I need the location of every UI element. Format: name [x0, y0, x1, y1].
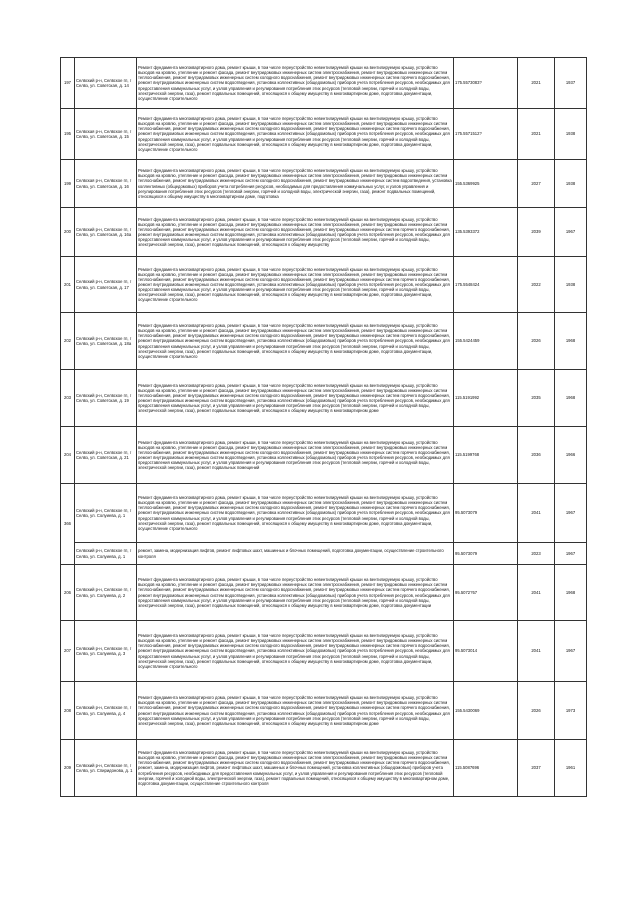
cadastral-number-cell: 95.5073079 [454, 484, 518, 543]
row-number-cell: 207 [61, 621, 75, 682]
works-description-cell: Ремонт фундамента многоквартирного дома, ремонт крыши, в том числе переустройство невентилируемой крыши на вентилируемую крышу, устройство выходов на кровлю, утепление и ремонт фасада, ремонт внутридомовых инженерных систем электроснабжения, ремонт внутридомовых инженерных систем теплоснабжения, ремонт внутридомовых инженерных систем холодного водоснабжения, ремонт внутридомовых инженерных систем горячего водоснабжения, ремонт внутридомовых инженерных систем водоотведения, установка коллективных (общедомовых) приборов учета потребления ресурсов, необходимых для предоставления коммунальных услуг, и узлов управления и регулирования потребления этих ресурсов (тепловой энергии, горячей и холодной воды, электрической энергии, газа), ремонт подвальных помещений, относящихся к общему имуществу в многоквартирном доме, подготовка документации, осуществление строительного [137, 313, 454, 370]
address-cell: Селвский р-н, Селвское гп, г Селвз, ул. Советская, д. 14 [75, 58, 137, 109]
register-table [60, 57, 587, 797]
row-number-cell: 366 [61, 484, 75, 565]
cadastral-number-cell: 155.5424459 [454, 313, 518, 370]
cadastral-number-cell: 115.5191992 [454, 370, 518, 427]
address-cell: Селвский р-н, Селвское гп, г Селвз, ул. Солуиева, д. 1 [75, 484, 137, 543]
table-row [61, 565, 587, 621]
build-year-cell: 1938 [555, 109, 587, 160]
row-number-cell: 199 [61, 160, 75, 208]
row-number-cell: 200 [61, 208, 75, 257]
build-year-cell: 1967 [555, 543, 587, 565]
build-year-cell: 1968 [555, 370, 587, 427]
address-cell: Селвская р-н, Селвское гп, г Селвз, ул. Советская, д. 15 [75, 109, 137, 160]
row-number-cell: 204 [61, 427, 75, 484]
table-row [61, 682, 587, 740]
table-row [61, 621, 587, 682]
cadastral-number-cell: 155.5430069 [454, 682, 518, 740]
row-number-cell: 206 [61, 565, 75, 621]
build-year-cell: 1938 [555, 160, 587, 208]
planned-year-cell: 2036 [518, 427, 555, 484]
works-description-cell: Ремонт фундамента многоквартирного дома, ремонт крыши, в том числе переустройство невентилируемой крыши на вентилируемую крышу, устройство выходов на кровлю, утепление и ремонт фасада, ремонт внутридомовых инженерных систем электроснабжения, ремонт внутридомовых инженерных систем теплоснабжения, ремонт внутридомовых инженерных систем холодного водоснабжения, ремонт внутридомовых инженерных систем горячего водоснабжения, ремонт внутридомовых инженерных систем водоотведения, установка коллективных (общедомовых) приборов учета потребления ресурсов, необходимых для предоставления коммунальных услуг, и узлов управления и регулирования потребления этих ресурсов (тепловой энергии, горячей и холодной воды, электрической энергии, газа), ремонт подвальных помещений, относящихся к общему имуществу в многоквартирном доме [137, 682, 454, 740]
address-cell: Селвский р-н, Селвское гп, г Селвз, ул. Советская, д. 18а [75, 313, 137, 370]
planned-year-cell: 2026 [518, 313, 555, 370]
build-year-cell: 1937 [555, 58, 587, 109]
cadastral-number-cell: 175.5571512? [454, 109, 518, 160]
cadastral-number-cell: 175.5548424 [454, 257, 518, 313]
works-description-cell: Ремонт фундамента многоквартирного дома, ремонт крыши, в том числе переустройство невентилируемой крыши на вентилируемую крышу, устройство выходов на кровлю, утепление и ремонт фасада, ремонт внутридомовых инженерных систем электроснабжения, ремонт внутридомовых инженерных систем теплоснабжения, ремонт внутридомовых инженерных систем холодного водоснабжения, ремонт внутридомовых инженерных систем горячего водоснабжения, ремонт внутридомовых инженерных систем водоотведения, установка коллективных (общедомовых) приборов учета потребления ресурсов, необходимых для предоставления коммунальных услуг, и узлов управления и регулирования потребления этих ресурсов (тепловой энергии, горячей и холодной воды, электрической энергии, газа), ремонт подвальных помещений, относящихся к общему имуществу в многоквартирном доме, подготовка документации, осуществление строительного [137, 58, 454, 109]
planned-year-cell: 2039 [518, 208, 555, 257]
cadastral-number-cell: 115.5199768 [454, 427, 518, 484]
row-number-cell: 203 [61, 370, 75, 427]
planned-year-cell: 2026 [518, 682, 555, 740]
table-row [61, 427, 587, 484]
works-description-cell: ремонт, замена, модернизация лифтов, ремонт лифтовых шахт, машинных и блочных помещений, подготовка документации, осуществление строительного контроля [137, 543, 454, 565]
address-cell: Селвская р-н, Селвское гп, г Селвз, ул. Советская, д. 16 [75, 160, 137, 208]
table-row [61, 160, 587, 208]
address-cell: Селвский р-н, Селвское гп, г Селвз, ул. Солуиева, д. 4 [75, 682, 137, 740]
row-number-cell: 208 [61, 682, 75, 740]
works-description-cell: Ремонт фундамента многоквартирного дома, ремонт крыши, в том числе переустройство невентилируемой крыши на вентилируемую крышу, устройство выходов на кровлю, утепление и ремонт фасада, ремонт внутридомовых инженерных систем электроснабжения, ремонт внутридомовых инженерных систем теплоснабжения, ремонт внутридомовых инженерных систем холодного водоснабжения, ремонт внутридомовых инженерных систем горячего водоснабжения, ремонт внутридомовых инженерных систем водоотведения, установка коллективных (общедомовых) приборов учета потребления ресурсов, необходимых для предоставления коммунальных услуг, и узлов управления и регулирования потребления этих ресурсов (тепловой энергии, горячей и холодной воды, электрической энергии, газа), ремонт подвальных помещений, относящихся к общему имуществу в многоквартирном доме, подготовка документации, осуществление строительного [137, 484, 454, 543]
table-row [61, 257, 587, 313]
works-description-cell: Ремонт фундамента многоквартирного дома, ремонт крыши, в том числе переустройство невентилируемой крыши на вентилируемую крышу, устройство выходов на кровлю, утепление и ремонт фасада, ремонт внутридомовых инженерных систем электроснабжения, ремонт внутридомовых инженерных систем теплоснабжения, ремонт внутридомовых инженерных систем холодного водоснабжения, ремонт внутридомовых инженерных систем горячего водоснабжения, ремонт внутридомовых инженерных систем водоотведения, установка коллективных (общедомовых) приборов учета потребления ресурсов, необходимых для предоставления коммунальных услуг, и узлов управления и регулирования потребления этих ресурсов (тепловой энергии, горячей и холодной воды, электрической энергии, газа), ремонт подвальных помещений, относящихся к общему имуществу в многоквартирном доме, подготовка документации, осуществление строительного [137, 621, 454, 682]
table-row [61, 740, 587, 797]
planned-year-cell: 2022 [518, 257, 555, 313]
cadastral-number-cell: 155.5369925 [454, 160, 518, 208]
address-cell: Селвский р-н, Селвское гп, г Селвз, ул. Спиридонова, д. 1 [75, 740, 137, 797]
table-row [61, 543, 587, 565]
planned-year-cell: 2027 [518, 160, 555, 208]
build-year-cell: 1967 [555, 484, 587, 543]
cadastral-number-cell: 115.5087696 [454, 740, 518, 797]
works-description-cell: Ремонт фундамента многоквартирного дома, ремонт крыши, в том числе переустройство невентилируемой крыши на вентилируемую крышу, устройство выходов на кровлю, утепление и ремонт фасада, ремонт внутридомовых инженерных систем электроснабжения, ремонт внутридомовых инженерных систем теплоснабжения, ремонт внутридомовых инженерных систем холодного водоснабжения, ремонт внутридомовых инженерных систем горячего водоснабжения, ремонт внутридомовых инженерных систем водоотведения, установка коллективных (общедомовых) приборов учета потребления ресурсов, необходимых для предоставления коммунальных услуг, и узлов управления и регулирования потребления этих ресурсов (тепловой энергии, горячей и холодной воды, электрической энергии, газа), ремонт подвальных помещений, относящихся к общему имуществу в многоквартирном доме, подготовка документации, осуществление строительного [137, 109, 454, 160]
works-description-cell: Ремонт фундамента многоквартирного дома, ремонт крыши, в том числе переустройство невентилируемой крыши на вентилируемую крышу, устройство выходов на кровлю, утепление и ремонт фасада, ремонт внутридомовых инженерных систем электроснабжения, ремонт внутридомовых инженерных систем теплоснабжения, ремонт внутридомовых инженерных систем холодного водоснабжения, ремонт внутридомовых инженерных систем горячего водоснабжения, ремонт внутридомовых инженерных систем водоотведения, установка коллективных (общедомовых) приборов учета потребления ресурсов, необходимых для предоставления коммунальных услуг, и узлов управления и регулирования потребления этих ресурсов (тепловой энергии, горячей и холодной воды, электрической энергии, газа), ремонт подвальных помещений, относящихся к общему имуществу [137, 208, 454, 257]
build-year-cell: 1973 [555, 682, 587, 740]
table-row [61, 484, 587, 543]
cadastral-number-cell: 95.5073079 [454, 543, 518, 565]
build-year-cell: 1938 [555, 257, 587, 313]
planned-year-cell: 2023 [518, 543, 555, 565]
cadastral-number-cell: 95.5073014 [454, 621, 518, 682]
table-row [61, 370, 587, 427]
planned-year-cell: 2035 [518, 370, 555, 427]
address-cell: Селвский р-н, Селвское гп, г Селвз, ул. Советская, д. 19 [75, 370, 137, 427]
works-description-cell: Ремонт фундамента многоквартирного дома, ремонт крыши, в том числе переустройство невентилируемой крыши на вентилируемую крышу, устройство выходов на кровлю, утепление и ремонт фасада, ремонт внутридомовых инженерных систем электроснабжения, ремонт внутридомовых инженерных систем теплоснабжения, ремонт внутридомовых инженерных систем холодного водоснабжения, ремонт внутридомовых инженерных систем горячего водоснабжения, ремонт внутридомовых инженерных систем водоотведения, установка коллективных (общедомовых) приборов учета потребления ресурсов, необходимых для предоставления коммунальных услуг, и узлов управления и регулирования потребления этих ресурсов (тепловой энергии, горячей и холодной воды, электрической энергии, газа), ремонт подвальных помещений, относящихся к общему имуществу в многоквартирном доме [137, 370, 454, 427]
planned-year-cell: 2021 [518, 58, 555, 109]
address-cell: Селвский р-н, Селвское гп, г Селвз, ул. Советская, д. 17 [75, 257, 137, 313]
planned-year-cell: 2041 [518, 565, 555, 621]
works-description-cell: Ремонт фундамента многоквартирного дома, ремонт крыши, в том числе переустройство невентилируемой крыши на вентилируемую крышу, устройство выходов на кровлю, утепление и ремонт фасада, ремонт внутридомовых инженерных систем электроснабжения, ремонт внутридомовых инженерных систем теплоснабжения, ремонт внутридомовых инженерных систем холодного водоснабжения, ремонт внутридомовых инженерных систем горячего водоснабжения, ремонт, замена, модернизация лифтов, ремонт лифтовых шахт, машинных и блочных помещений, установка коллективных (общедомовых) приборов учета потребления ресурсов, необходимых для предоставления коммунальных услуг, и узлов управления и регулирования потребления этих ресурсов (тепловой энергии, горячей и холодной воды, электрической энергии, газа), ремонт подвальных помещений, относящихся к общему имуществу в многоквартирном доме, подготовка документации, осуществление строительного контроля [137, 740, 454, 797]
table-row [61, 58, 587, 109]
build-year-cell: 1968 [555, 313, 587, 370]
build-year-cell: 1967 [555, 621, 587, 682]
address-cell: Селвский р-н, Селвское гп, г Селвз, ул. Советская, д. 16а [75, 208, 137, 257]
address-cell: Селвский р-н, Селвское гп, г Селвз, ул. Советская, д. 21 [75, 427, 137, 484]
cadastral-number-cell: 95.5072?57 [454, 565, 518, 621]
build-year-cell: 1968 [555, 565, 587, 621]
planned-year-cell: 2037 [518, 740, 555, 797]
cadastral-number-cell: 135.5393372 [454, 208, 518, 257]
planned-year-cell: 2041 [518, 484, 555, 543]
row-number-cell: 202 [61, 313, 75, 370]
row-number-cell: 201 [61, 257, 75, 313]
works-description-cell: Ремонт фундамента многоквартирного дома, ремонт крыши, в том числе переустройство невентилируемой крыши на вентилируемую крышу, устройство выходов на кровлю, утепление и ремонт фасада, ремонт внутридомовых инженерных систем электроснабжения, ремонт внутридомовых инженерных систем теплоснабжения, ремонт внутридомовых инженерных систем холодного водоснабжения, ремонт внутридомовых инженерных систем горячего водоснабжения, ремонт внутридомовых инженерных систем водоотведения, установка коллективных (общедомовых) приборов учета потребления ресурсов, необходимых для предоставления коммунальных услуг, и узлов управления и регулирования потребления этих ресурсов (тепловой энергии, горячей и холодной воды, электрической энергии, газа), ремонт подвальных помещений, относящихся к общему имуществу в многоквартирном доме, подготовка документации, осуществление строительного [137, 257, 454, 313]
planned-year-cell: 2041 [518, 621, 555, 682]
works-description-cell: Ремонт фундамента многоквартирного дома, ремонт крыши, в том числе переустройство невентилируемой крыши на вентилируемую крышу, устройство выходов на кровлю, утепление и ремонт фасада, ремонт внутридомовых инженерных систем электроснабжения, ремонт внутридомовых инженерных систем теплоснабжения, ремонт внутридомовых инженерных систем холодного водоснабжения, ремонт внутридомовых инженерных систем водоотведения, установка коллективных (общедомовых) приборов учета потребления ресурсов, необходимых для предоставления коммунальных услуг, и узлов управления и регулирования потребления этих ресурсов (тепловой энергии, горячей и холодной воды, электрической энергии, газа), ремонт подвальных помещений, относящихся к общему имуществу в многоквартирном доме, подготовка [137, 160, 454, 208]
table-row [61, 313, 587, 370]
build-year-cell: 1961 [555, 740, 587, 797]
cadastral-number-cell: 175.5573083? [454, 58, 518, 109]
row-number-cell: 195 [61, 109, 75, 160]
address-cell: Селвский р-н, Селвское гп, г Селвз, ул. Солуиева, д. 2 [75, 565, 137, 621]
address-cell: Селвский р-н, Селвское гп, г Селвз, ул. Солуиева, д. 3 [75, 621, 137, 682]
build-year-cell: 1966 [555, 427, 587, 484]
row-number-cell: 209 [61, 740, 75, 797]
address-cell: Селвский р-н, Селвское гп, г Селвз, ул. Солуиева, д. 1 [75, 543, 137, 565]
table-row [61, 208, 587, 257]
table-row [61, 109, 587, 160]
works-description-cell: Ремонт фундамента многоквартирного дома, ремонт крыши, в том числе переустройство невентилируемой крыши на вентилируемую крышу, устройство выходов на кровлю, утепление и ремонт фасада, ремонт внутридомовых инженерных систем электроснабжения, ремонт внутридомовых инженерных систем теплоснабжения, ремонт внутридомовых инженерных систем холодного водоснабжения, ремонт внутридомовых инженерных систем горячего водоснабжения, ремонт внутридомовых инженерных систем водоотведения, установка коллективных (общедомовых) приборов учета потребления ресурсов, необходимых для предоставления коммунальных услуг, и узлов управления и регулирования потребления этих ресурсов (тепловой энергии, горячей и холодной воды, электрической энергии, газа), ремонт подвальных помещений [137, 427, 454, 484]
build-year-cell: 1967 [555, 208, 587, 257]
row-number-cell: 197 [61, 58, 75, 109]
works-description-cell: Ремонт фундамента многоквартирного дома, ремонт крыши, в том числе переустройство невентилируемой крыши на вентилируемую крышу, устройство выходов на кровлю, утепление и ремонт фасада, ремонт внутридомовых инженерных систем электроснабжения, ремонт внутридомовых инженерных систем теплоснабжения, ремонт внутридомовых инженерных систем холодного водоснабжения, ремонт внутридомовых инженерных систем горячего водоснабжения, ремонт внутридомовых инженерных систем водоотведения, установка коллективных (общедомовых) приборов учета потребления ресурсов, необходимых для предоставления коммунальных услуг, и узлов управления и регулирования потребления этих ресурсов (тепловой энергии, горячей и холодной воды, электрической энергии, газа), ремонт подвальных помещений, относящихся к общему имуществу в многоквартирном доме, подготовка документации [137, 565, 454, 621]
planned-year-cell: 2021 [518, 109, 555, 160]
